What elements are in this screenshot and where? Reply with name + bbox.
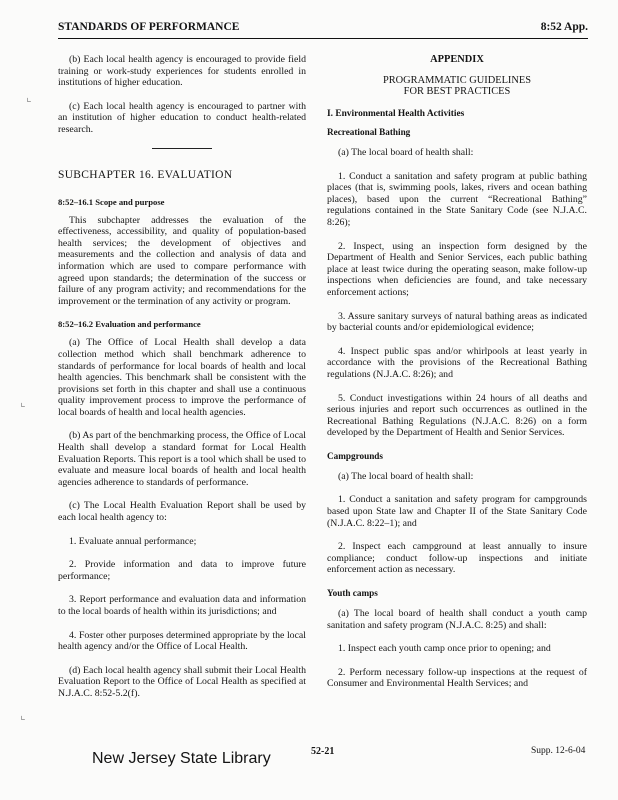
right-column — [327, 54, 587, 702]
header-title: STANDARDS OF PERFORMANCE — [58, 21, 240, 33]
section-16-2-title: 8:52–16.2 Evaluation and performance — [58, 319, 201, 330]
section-i-heading: I. Environmental Health Activities — [327, 109, 465, 119]
youth-camps-a: (a) The local board of health shall conduct a youth camp sanitation and safety program (N.J.A.C. 8:25) and shall: — [327, 608, 587, 631]
list-item: 4. Inspect public spas and/or whirlpools at least yearly in accordance with the provisions of the Recreational Bathing regulations (N.J.A.C. 8:26); and — [327, 345, 587, 380]
section-16-2-a: (a) The Office of Local Health shall develop a data collection method which shall benchmark adherence to standards of performance for local boards of health and local health agencies. This benchmark shall be consistent with the provisions set forth in this chapter and shall use a continuous quality improvement process to improve the performance of local boards of health and local health agencies. — [58, 337, 306, 418]
margin-mark: ⌞ — [26, 90, 32, 104]
library-stamp: New Jersey State Library — [92, 750, 271, 767]
section-16-2-b: (b) As part of the benchmarking process, the Office of Local Health shall develop a standard format for Local Health Evaluation Reports. This report is a tool which shall be used to evaluate and measure local boards of health and local health agencies adherence to standards of performance. — [58, 430, 306, 488]
list-item: 3. Assure sanitary surveys of natural bathing areas as indicated by bacterial counts and/or epidemiological evidence; — [327, 310, 587, 334]
list-item: 1. Conduct a sanitation and safety program at public bathing places (that is, swimming pools, lakes, rivers and ocean bathing places), based upon the current “Recreational Bathing” regulations contained in the State Sanitary Code (see N.J.A.C. 8:26); — [327, 170, 587, 228]
margin-mark: ⌞ — [20, 395, 26, 409]
paragraph-c: (c) Each local health agency is encouraged to partner with an institution of higher education to conduct health-related research. — [58, 100, 306, 135]
header-rule — [58, 38, 588, 39]
list-item: 4. Foster other purposes determined appropriate by the local health agency and/or the Office of Local Health. — [58, 629, 306, 653]
margin-mark: ⌞ — [20, 708, 26, 722]
list-item: 1. Inspect each youth camp once prior to opening; and — [338, 643, 551, 655]
section-divider — [152, 148, 212, 149]
guidelines-title-line1: PROGRAMMATIC GUIDELINES — [382, 75, 532, 86]
guidelines-title-line2: FOR BEST PRACTICES — [403, 86, 511, 97]
left-column — [58, 54, 306, 712]
campgrounds-a: (a) The local board of health shall: — [338, 470, 474, 482]
youth-camps-heading: Youth camps — [327, 588, 378, 599]
appendix-title: APPENDIX — [430, 54, 484, 65]
campgrounds-heading: Campgrounds — [327, 450, 383, 461]
header-section: 8:52 App. — [540, 21, 588, 33]
page-footer — [0, 746, 618, 776]
list-item: 2. Perform necessary follow-up inspections at the request of Consumer and Environmental Health Services; and — [327, 666, 587, 690]
list-item: 1. Conduct a sanitation and safety program for campgrounds based upon State law and Chapter II of the State Sanitary Code (N.J.A.C. 8:22–1); and — [327, 494, 587, 529]
recreational-bathing-a: (a) The local board of health shall: — [338, 147, 474, 158]
list-item: 3. Report performance and evaluation data and information to the local boards of health within its jurisdictions; and — [58, 594, 306, 617]
list-item: 2. Provide information and data to improve future performance; — [58, 559, 306, 582]
section-16-1-title: 8:52–16.1 Scope and purpose — [58, 196, 165, 207]
section-16-2-d: (d) Each local health agency shall submit their Local Health Evaluation Report to the Office of Local Health as specified at N.J.A.C. 8:52-5.2(f). — [58, 664, 306, 699]
section-16-2-c: (c) The Local Health Evaluation Report shall be used by each local health agency to: — [58, 500, 306, 524]
recreational-bathing-heading: Recreational Bathing — [327, 127, 411, 137]
list-item: 5. Conduct investigations within 24 hours of all deaths and serious injuries and report such occurrences as outlined in the Recreational Bathing Regulations (N.J.A.C. 8:26) on a form developed by the Department of Health and Senior Services. — [327, 392, 587, 439]
list-item: 2. Inspect, using an inspection form designed by the Department of Health and Senior Services, each public bathing place at least twice during the operating season, make follow-up inspections when deficiencies are found, and take necessary enforcement actions; — [327, 240, 587, 298]
section-16-1-text: This subchapter addresses the evaluation of the effectiveness, accessibility, and quality of population-based health services; the development of objectives and measurements and the collection and analysis of data and information which are used to compare performance with agreed upon standards; the determination of the success or failure of any program activity; and recommendations for the improvement or the termination of any activity or program. — [58, 214, 306, 307]
page-number: 52-21 — [311, 746, 335, 757]
running-header — [58, 21, 588, 39]
subchapter-heading: SUBCHAPTER 16. EVALUATION — [58, 168, 233, 181]
supplement-date: Supp. 12-6-04 — [531, 746, 586, 756]
list-item: 2. Inspect each campground at least annually to insure compliance; conduct follow-up inspections and initiate enforcement action as necessary. — [327, 541, 587, 576]
paragraph-b: (b) Each local health agency is encouraged to provide field training or work-study experiences for students enrolled in institutions of higher education. — [58, 54, 306, 89]
list-item: 1. Evaluate annual performance; — [69, 535, 197, 547]
